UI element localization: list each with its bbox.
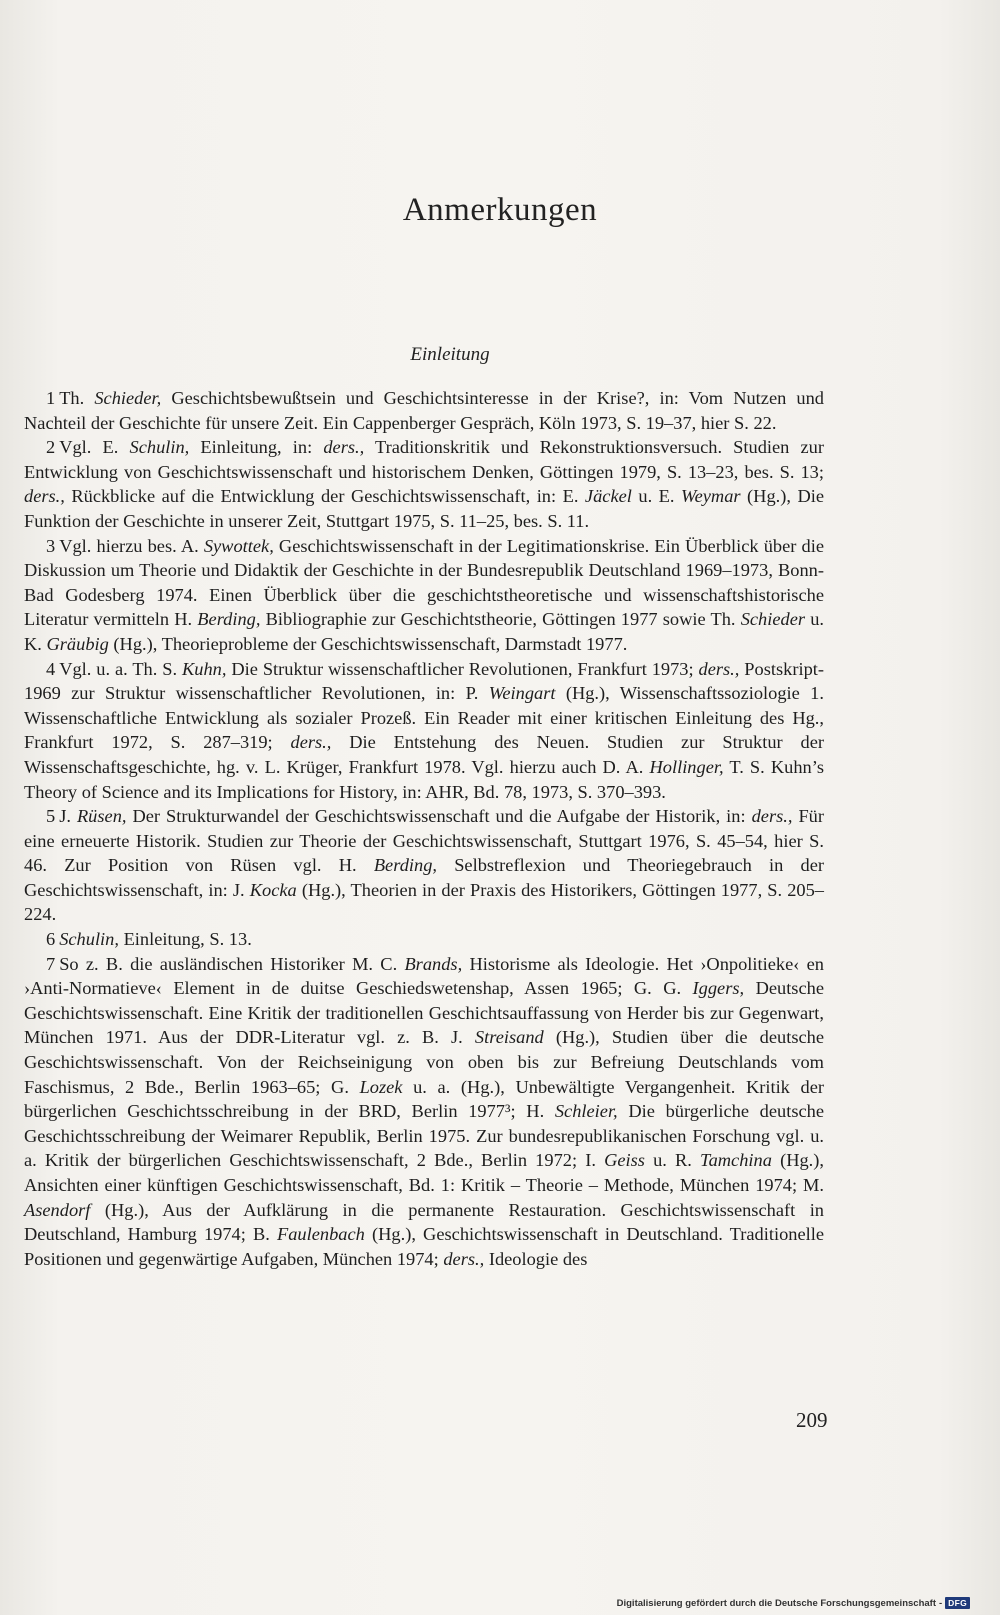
page-title: Anmerkungen xyxy=(402,192,598,228)
footnote-author: Hollinger, xyxy=(649,756,724,777)
footnote-author: ders., xyxy=(24,486,65,507)
footnote-text: u. a. (Hg.), Unbewältigte Vergangenheit. Kritik der bürgerlichen Geschichtsschreibung in der BRD, Berlin 1977³; H. xyxy=(24,1076,824,1122)
footer-text: Digitalisierung gefördert durch die Deutsche Forschungsgemeinschaft xyxy=(616,1597,936,1609)
footnote-text: Vgl. E. xyxy=(59,437,130,458)
page-number: 209 xyxy=(796,1408,828,1432)
footnote-3 xyxy=(24,534,824,657)
footnote-author: ders., xyxy=(751,806,793,827)
footnote-author: Schieder, xyxy=(94,388,162,408)
footnote-text: (Hg.), Ansichten einer künftigen Geschichtswissenschaft, Bd. 1: Kritik – Theorie – Methode, München 1974; M. xyxy=(24,1150,824,1195)
footnote-author: Weingart xyxy=(488,683,556,704)
footnote-text: Vgl. u. a. Th. S. xyxy=(59,658,182,679)
footnote-1 xyxy=(24,386,824,435)
footnote-text: Historisme als Ideologie. Het ›Onpolitieke‹ en ›Anti-Normatieve‹ Element in de duitse Geschiedswetenshap, Assen 1965; G. G. xyxy=(24,953,824,999)
footnote-5 xyxy=(24,804,824,927)
footnote-author: Schulin, xyxy=(129,437,190,458)
footnote-text: (Hg.), Studien über die deutsche Geschichtswissenschaft. Von der Reichseinigung von oben bis zur Befreiung Deutschlands vom Faschismus, 2 Bde., Berlin 1963–65; G. xyxy=(24,1027,824,1097)
footnote-text: u. R. xyxy=(644,1150,701,1171)
footnote-number: 2 xyxy=(46,437,56,458)
footnote-text: Einleitung, in: xyxy=(189,437,324,458)
footnote-text: (Hg.), Aus der Aufklärung in die permanente Restauration. Geschichtswissenschaft in Deutschland, Hamburg 1974; B. xyxy=(24,1199,824,1245)
footnote-text: Vgl. hierzu bes. A. xyxy=(59,535,204,556)
footnote-text: Die Entstehung des Neuen. Studien zur Struktur der Wissenschaftsgeschichte, hg. v. L. Krüger, Frankfurt 1978. Vgl. hierzu auch D. A. xyxy=(24,732,824,777)
footnote-author: Streisand xyxy=(474,1027,544,1048)
footnote-number: 5 xyxy=(46,806,56,827)
footnote-author: Lozek xyxy=(359,1076,403,1097)
footnote-author: Sywottek, xyxy=(203,535,274,556)
digitization-footer xyxy=(617,1597,970,1609)
notes-list xyxy=(24,386,824,1271)
dfg-logo-icon: DFG xyxy=(945,1597,970,1609)
footnote-author: Tamchina xyxy=(700,1150,772,1171)
footnote-number: 7 xyxy=(46,953,56,974)
footnote-text: Ideologie des xyxy=(484,1248,588,1269)
footnote-author: Geiss xyxy=(604,1150,645,1171)
footnote-author: Berding, xyxy=(373,855,437,876)
footnote-text: Die Struktur wissenschaftlicher Revolutionen, Frankfurt 1973; xyxy=(226,658,699,679)
footnote-author: ders., xyxy=(698,658,740,679)
footnote-text: (Hg.), Theorien in der Praxis des Historikers, Göttingen 1977, S. 205–224. xyxy=(24,879,824,925)
footnote-text: Postskript-1969 zur Struktur wissenschaftlicher Revolutionen, in: P. xyxy=(24,658,825,704)
footnote-text: Der Strukturwandel der Geschichtswissenschaft und die Aufgabe der Historik, in: xyxy=(126,806,752,827)
footnote-author: Asendorf xyxy=(24,1199,91,1220)
footnote-author: ders., xyxy=(323,437,365,458)
footnote-number: 4 xyxy=(46,658,56,679)
footnote-text: Traditionskritik und Rekonstruktionsversuch. Studien zur Entwicklung von Geschichtswissenschaft und historischem Denken, Göttingen 1979, S. 13–23, bes. S. 13; xyxy=(24,437,825,482)
footnote-text: Geschichtswissenschaft in der Legitimationskrise. Ein Überblick über die Diskussion um Theorie und Didaktik der Geschichte in der Bundesrepublik Deutschland 1969–1973, Bonn-Bad Godesberg 1974. Einen Überblick über die geschichtstheoretische und wissenschaftshistorische Literatur vermitteln H. xyxy=(24,535,824,630)
footnote-4 xyxy=(24,657,824,805)
footer-separator: - xyxy=(938,1597,943,1609)
footnote-author: Schulin, xyxy=(59,929,119,950)
footnote-author: ders., xyxy=(290,732,332,753)
footnote-text: (Hg.), Wissenschaftssoziologie 1. Wissenschaftliche Entwicklung als sozialer Prozeß. Ein Reader mit einer kritischen Einleitung des Hg., Frankfurt 1972, S. 287–319; xyxy=(24,683,824,753)
footnote-text: Für eine erneuerte Historik. Studien zur Theorie der Geschichtswissenschaft, Stuttgart 1976, S. 45–54, hier S. 46. Zur Position von Rüsen vgl. H. xyxy=(24,806,825,876)
footnote-number: 6 xyxy=(46,929,56,950)
footnote-text: Bibliographie zur Geschichtstheorie, Göttingen 1977 sowie Th. xyxy=(260,609,741,630)
footnote-text: Einleitung, S. 13. xyxy=(118,929,252,950)
footnote-author: ders., xyxy=(443,1248,485,1269)
footnote-author: Jäckel xyxy=(584,486,632,507)
footnote-text: (Hg.), Die Funktion der Geschichte in unserer Zeit, Stuttgart 1975, S. 11–25, bes. S. 11. xyxy=(24,486,825,531)
footnote-author: Brands, xyxy=(404,953,463,974)
section-heading: Einleitung xyxy=(410,344,490,365)
footnote-2 xyxy=(24,435,824,533)
footnote-text: u. E. xyxy=(631,486,681,507)
footnote-text: (Hg.), Theorieprobleme der Geschichtswissenschaft, Darmstadt 1977. xyxy=(108,633,628,654)
footnote-author: Weymar xyxy=(680,486,741,507)
footnote-author: Kuhn, xyxy=(182,658,227,679)
footnote-6 xyxy=(24,927,824,952)
footnote-number: 3 xyxy=(46,535,56,556)
footnote-text: So z. B. die ausländischen Historiker M. C. xyxy=(59,953,405,974)
footnote-text: Selbstreflexion und Theoriegebrauch in der Geschichtswissenschaft, in: J. xyxy=(24,855,824,900)
footnote-number: 1 xyxy=(46,388,56,408)
footnote-author: Gräubig xyxy=(46,633,109,654)
footnote-author: Kocka xyxy=(249,879,297,900)
footnote-text: (Hg.), Geschichtswissenschaft in Deutschland. Traditionelle Positionen und gegenwärtige Aufgaben, München 1974; xyxy=(24,1224,824,1269)
footnote-author: Rüsen, xyxy=(76,806,127,827)
footnote-author: Schleier, xyxy=(554,1101,618,1122)
footnote-7 xyxy=(24,952,824,1272)
footnote-author: Schieder xyxy=(740,609,806,630)
footnote-text: Die bürgerliche deutsche Geschichtsschreibung der Weimarer Republik, Berlin 1975. Zur bundesrepublikanischen Forschung vgl. u. a. Kritik der bürgerlichen Geschichtswissenschaft, 2 Bde., Berlin 1972; I. xyxy=(24,1101,824,1171)
footnote-text: Deutsche Geschichtswissenschaft. Eine Kritik der traditionellen Geschichtsauffassung von Herder bis zur Gegenwart, München 1971. Aus der DDR-Literatur vgl. z. B. J. xyxy=(24,978,824,1048)
footnote-text: T. S. Kuhn’s Theory of Science and its Implications for History, in: AHR, Bd. 78, 1973, S. 370–393. xyxy=(24,756,825,802)
footnote-text: Geschichtsbewußtsein und Geschichtsinteresse in der Krise?, in: Vom Nutzen und Nachteil der Geschichte für unsere Zeit. Ein Cappenberger Gespräch, Köln 1973, S. 19–37, hier S. 22. xyxy=(24,388,824,433)
footnote-author: Faulenbach xyxy=(277,1224,365,1245)
footnote-text: u. K. xyxy=(24,609,825,654)
footnote-text: Rückblicke auf die Entwicklung der Geschichtswissenschaft, in: E. xyxy=(64,486,585,507)
footnote-text: Th. xyxy=(59,388,95,408)
footnote-author: Iggers, xyxy=(692,978,745,999)
footnote-author: Berding, xyxy=(197,609,261,630)
footnote-text: J. xyxy=(59,806,77,827)
